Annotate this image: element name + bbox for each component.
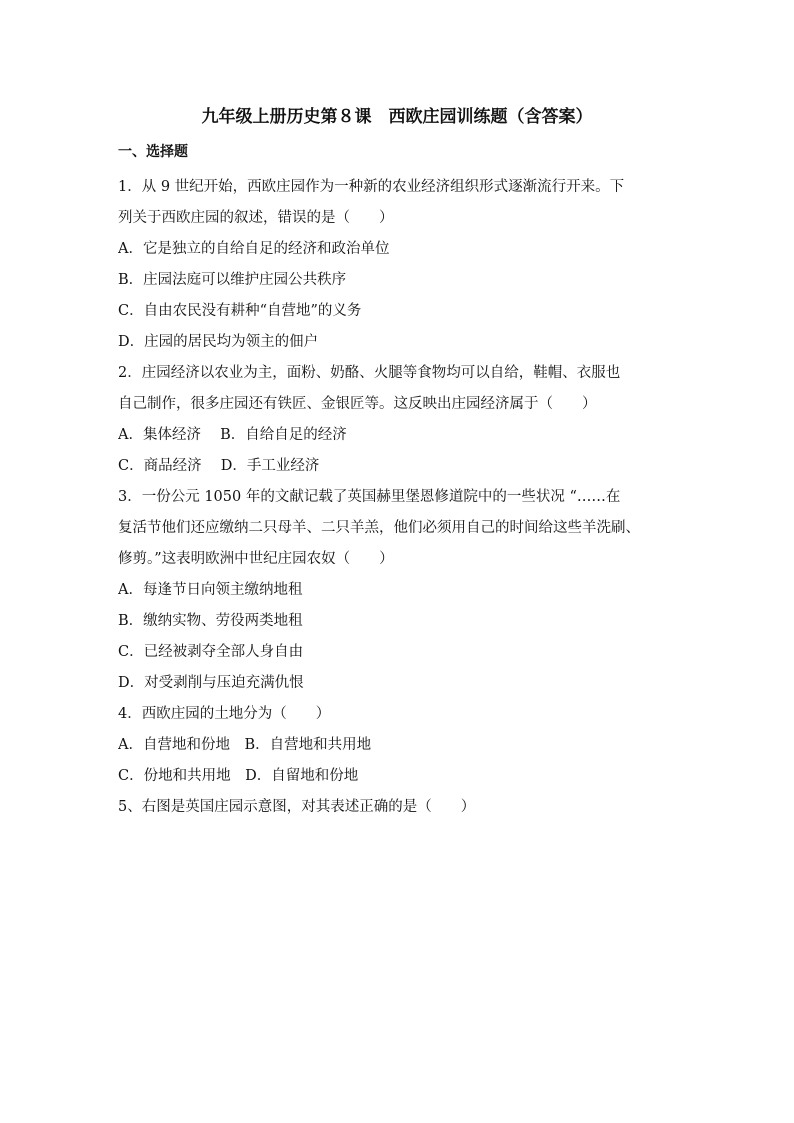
text-line: 5、右图是英国庄园示意图，对其表述正确的是（ ）	[118, 799, 476, 815]
text-line: C．份地和共用地 D．自留地和份地	[118, 768, 359, 784]
text-line: 4．西欧庄园的土地分为（ ）	[118, 706, 331, 722]
question-body	[118, 172, 678, 823]
text-line: C．已经被剥夺全部人身自由	[118, 644, 304, 660]
text-line: A．每逢节日向领主缴纳地租	[118, 582, 303, 598]
document-title: 九年级上册历史第８课 西欧庄园训练题（含答案）	[201, 107, 593, 127]
text-line: 1．从 9 世纪开始，西欧庄园作为一种新的农业经济组织形式逐渐流行开来。下	[118, 179, 625, 195]
text-line: A．集体经济 B．自给自足的经济	[118, 427, 347, 443]
text-line: 自己制作，很多庄园还有铁匠、金银匠等。这反映出庄园经济属于（ ）	[118, 396, 597, 412]
text-line: B．庄园法庭可以维护庄园公共秩序	[118, 272, 347, 288]
text-line: 修剪。”这表明欧洲中世纪庄园农奴（ ）	[118, 551, 394, 567]
text-line: 列关于西欧庄园的叙述，错误的是（ ）	[118, 210, 394, 226]
text-line: A．它是独立的自给自足的经济和政治单位	[118, 241, 390, 257]
text-line: D．对受剥削与压迫充满仇恨	[118, 675, 304, 691]
text-line: C．商品经济 D．手工业经济	[118, 458, 320, 474]
text-line: 3．一份公元 1050 年的文献记载了英国赫里堡恩修道院中的一些状况 “……在	[118, 489, 621, 505]
text-line: B．缴纳实物、劳役两类地租	[118, 613, 303, 629]
section-heading: 一、选择题	[118, 144, 188, 160]
text-line: 2．庄园经济以农业为主，面粉、奶酪、火腿等食物均可以自给，鞋帽、衣服也	[118, 365, 621, 381]
text-line: D．庄园的居民均为领主的佃户	[118, 334, 319, 350]
text-line: 复活节他们还应缴纳二只母羊、二只羊羔，他们必须用自己的时间给这些羊洗刷、	[118, 520, 640, 536]
text-line: A．自营地和份地 B．自营地和共用地	[118, 737, 372, 753]
text-line: C．自由农民没有耕种“自营地”的义务	[118, 303, 362, 319]
